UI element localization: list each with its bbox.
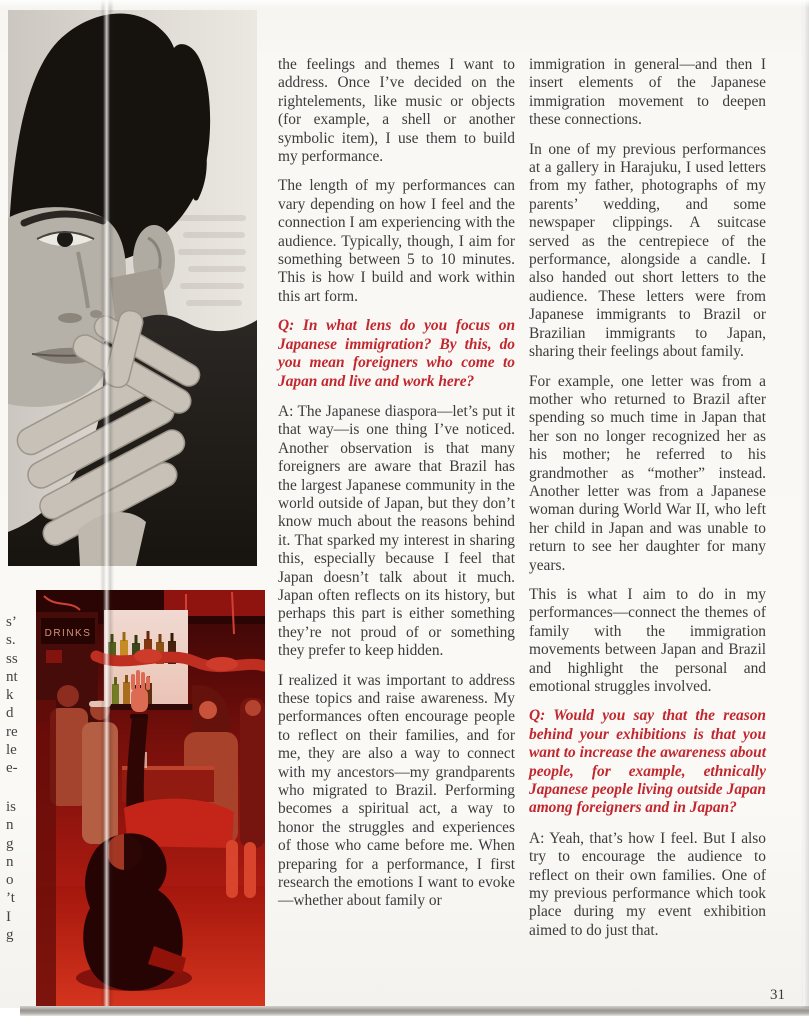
page-bottom-edge-shadow	[20, 1006, 809, 1016]
paragraph: The length of my performances can vary depending on how I feel and the connection I am experiencing with the audience. Typically, though, I aim for something between 5 to 10 minutes. This is how I build and work within this art form.	[278, 177, 515, 305]
interview-question: Q: Would you say that the reason behind your exhibitions is that you want to increase the awareness about people, for example, ethnically Japanese people living outside Japan among foreigners and in Japan?	[529, 707, 766, 817]
cutoff-text-fragment: le	[6, 742, 17, 759]
paragraph: A: The Japanese diaspora—let’s put it that way—is one thing I’ve noticed. Another observation is that many foreigners are aware that Brazil has the largest Japanese community in the world outside of Japan, but they don’t know much about the reasons behind it. That sparked my interest in sharing this, especially because I feel that Japan doesn’t talk about it much. Japan often reflects on its history, but perhaps this part is either something they’re not proud of or something they prefer to keep hidden.	[278, 402, 515, 660]
paragraph: This is what I aim to do in my performances—connect the themes of family with the immigration movements between Japan and Brazil and highlight the personal and emotional struggles involved.	[529, 585, 766, 695]
cutoff-text-fragment: ’t	[6, 890, 15, 907]
cutoff-text-fragment: g	[6, 927, 14, 944]
spine-text-fragments-upper	[6, 613, 38, 778]
paragraph: immigration in general—and then I insert elements of the Japanese immigration movement to deepen these connections.	[529, 56, 766, 129]
page-top-edge-highlight	[0, 0, 809, 8]
cutoff-text-fragment: n	[6, 817, 14, 834]
cutoff-text-fragment: I	[6, 908, 11, 925]
cutoff-text-fragment: g	[6, 835, 14, 852]
red-tint-overlay	[36, 590, 265, 1008]
paragraph: For example, one letter was from a mother who returned to Brazil after spending so much time in Japan that her son no longer recognized her as his mother; he referred to his grandmother as “mother” instead. Another letter was from a Japanese woman during World War II, who left her child in Japan and was unable to return to see her daughter for many years.	[529, 372, 766, 574]
paragraph: A: Yeah, that’s how I feel. But I also try to encourage the audience to reflect on their own families. One of my previous performance which took place during my event exhibition aimed to do just that.	[529, 829, 766, 939]
drinks-sign-text: DRINKS	[44, 628, 92, 639]
bar-photo-art	[36, 590, 265, 1008]
iris	[57, 231, 73, 247]
spine-text-fragments-lower	[6, 798, 38, 944]
nostril	[58, 313, 82, 323]
paragraph: the feelings and themes I want to address. Once I’ve decided on the rightelements, like music or objects (for example, a shell or another symbolic item), I use them to build my performance.	[278, 56, 515, 166]
cutoff-text-fragment: o	[6, 872, 14, 889]
cutoff-text-fragment: s.	[6, 632, 16, 649]
cutoff-text-fragment: re	[6, 723, 18, 740]
page-right-edge-shadow	[801, 0, 809, 1008]
paragraph: I realized it was important to address these topics and raise awareness. My performances often encourage people to reflect on their families, and for me, they are also a way to connect with my ancestors—my grandparents who migrated to Brazil. Performing becomes a spiritual act, a way to honor the struggles and experiences of those who came before me. When preparing for a performance, I first research the emotions I want to evoke—whether about family or	[278, 671, 515, 910]
cutoff-text-fragment: is	[6, 799, 17, 815]
portrait-photo-art	[8, 10, 257, 566]
paragraph: In one of my previous performances at a gallery in Harajuku, I used letters from my father, photographs of my parents’ wedding, and some newspaper clippings. A suitcase served as the centrepiece of the performance, alongside a candle. I also handed out short letters to the audience. These letters were from Japanese immigrants to Brazil or Brazilian immigrants to Japan, sharing their feelings about family.	[529, 140, 766, 361]
cutoff-text-fragment: s’	[6, 614, 17, 630]
page-fold-crease	[100, 0, 114, 1008]
bar-performance-photo	[36, 590, 265, 1008]
left-text-column	[278, 56, 515, 922]
cutoff-text-fragment: e-	[6, 760, 18, 777]
right-text-column	[529, 56, 766, 951]
cutoff-text-fragment: nt	[6, 668, 18, 685]
cutoff-text-fragment: d	[6, 705, 14, 722]
cutoff-text-fragment: n	[6, 853, 14, 870]
cutoff-text-fragment: k	[6, 687, 14, 704]
portrait-photo	[8, 10, 257, 566]
cutoff-text-fragment: ss	[6, 650, 18, 667]
page-number: 31	[770, 987, 785, 1003]
interview-question: Q: In what lens do you focus on Japanese immigration? By this, do you mean foreigners who come to Japan and live and work here?	[278, 317, 515, 390]
